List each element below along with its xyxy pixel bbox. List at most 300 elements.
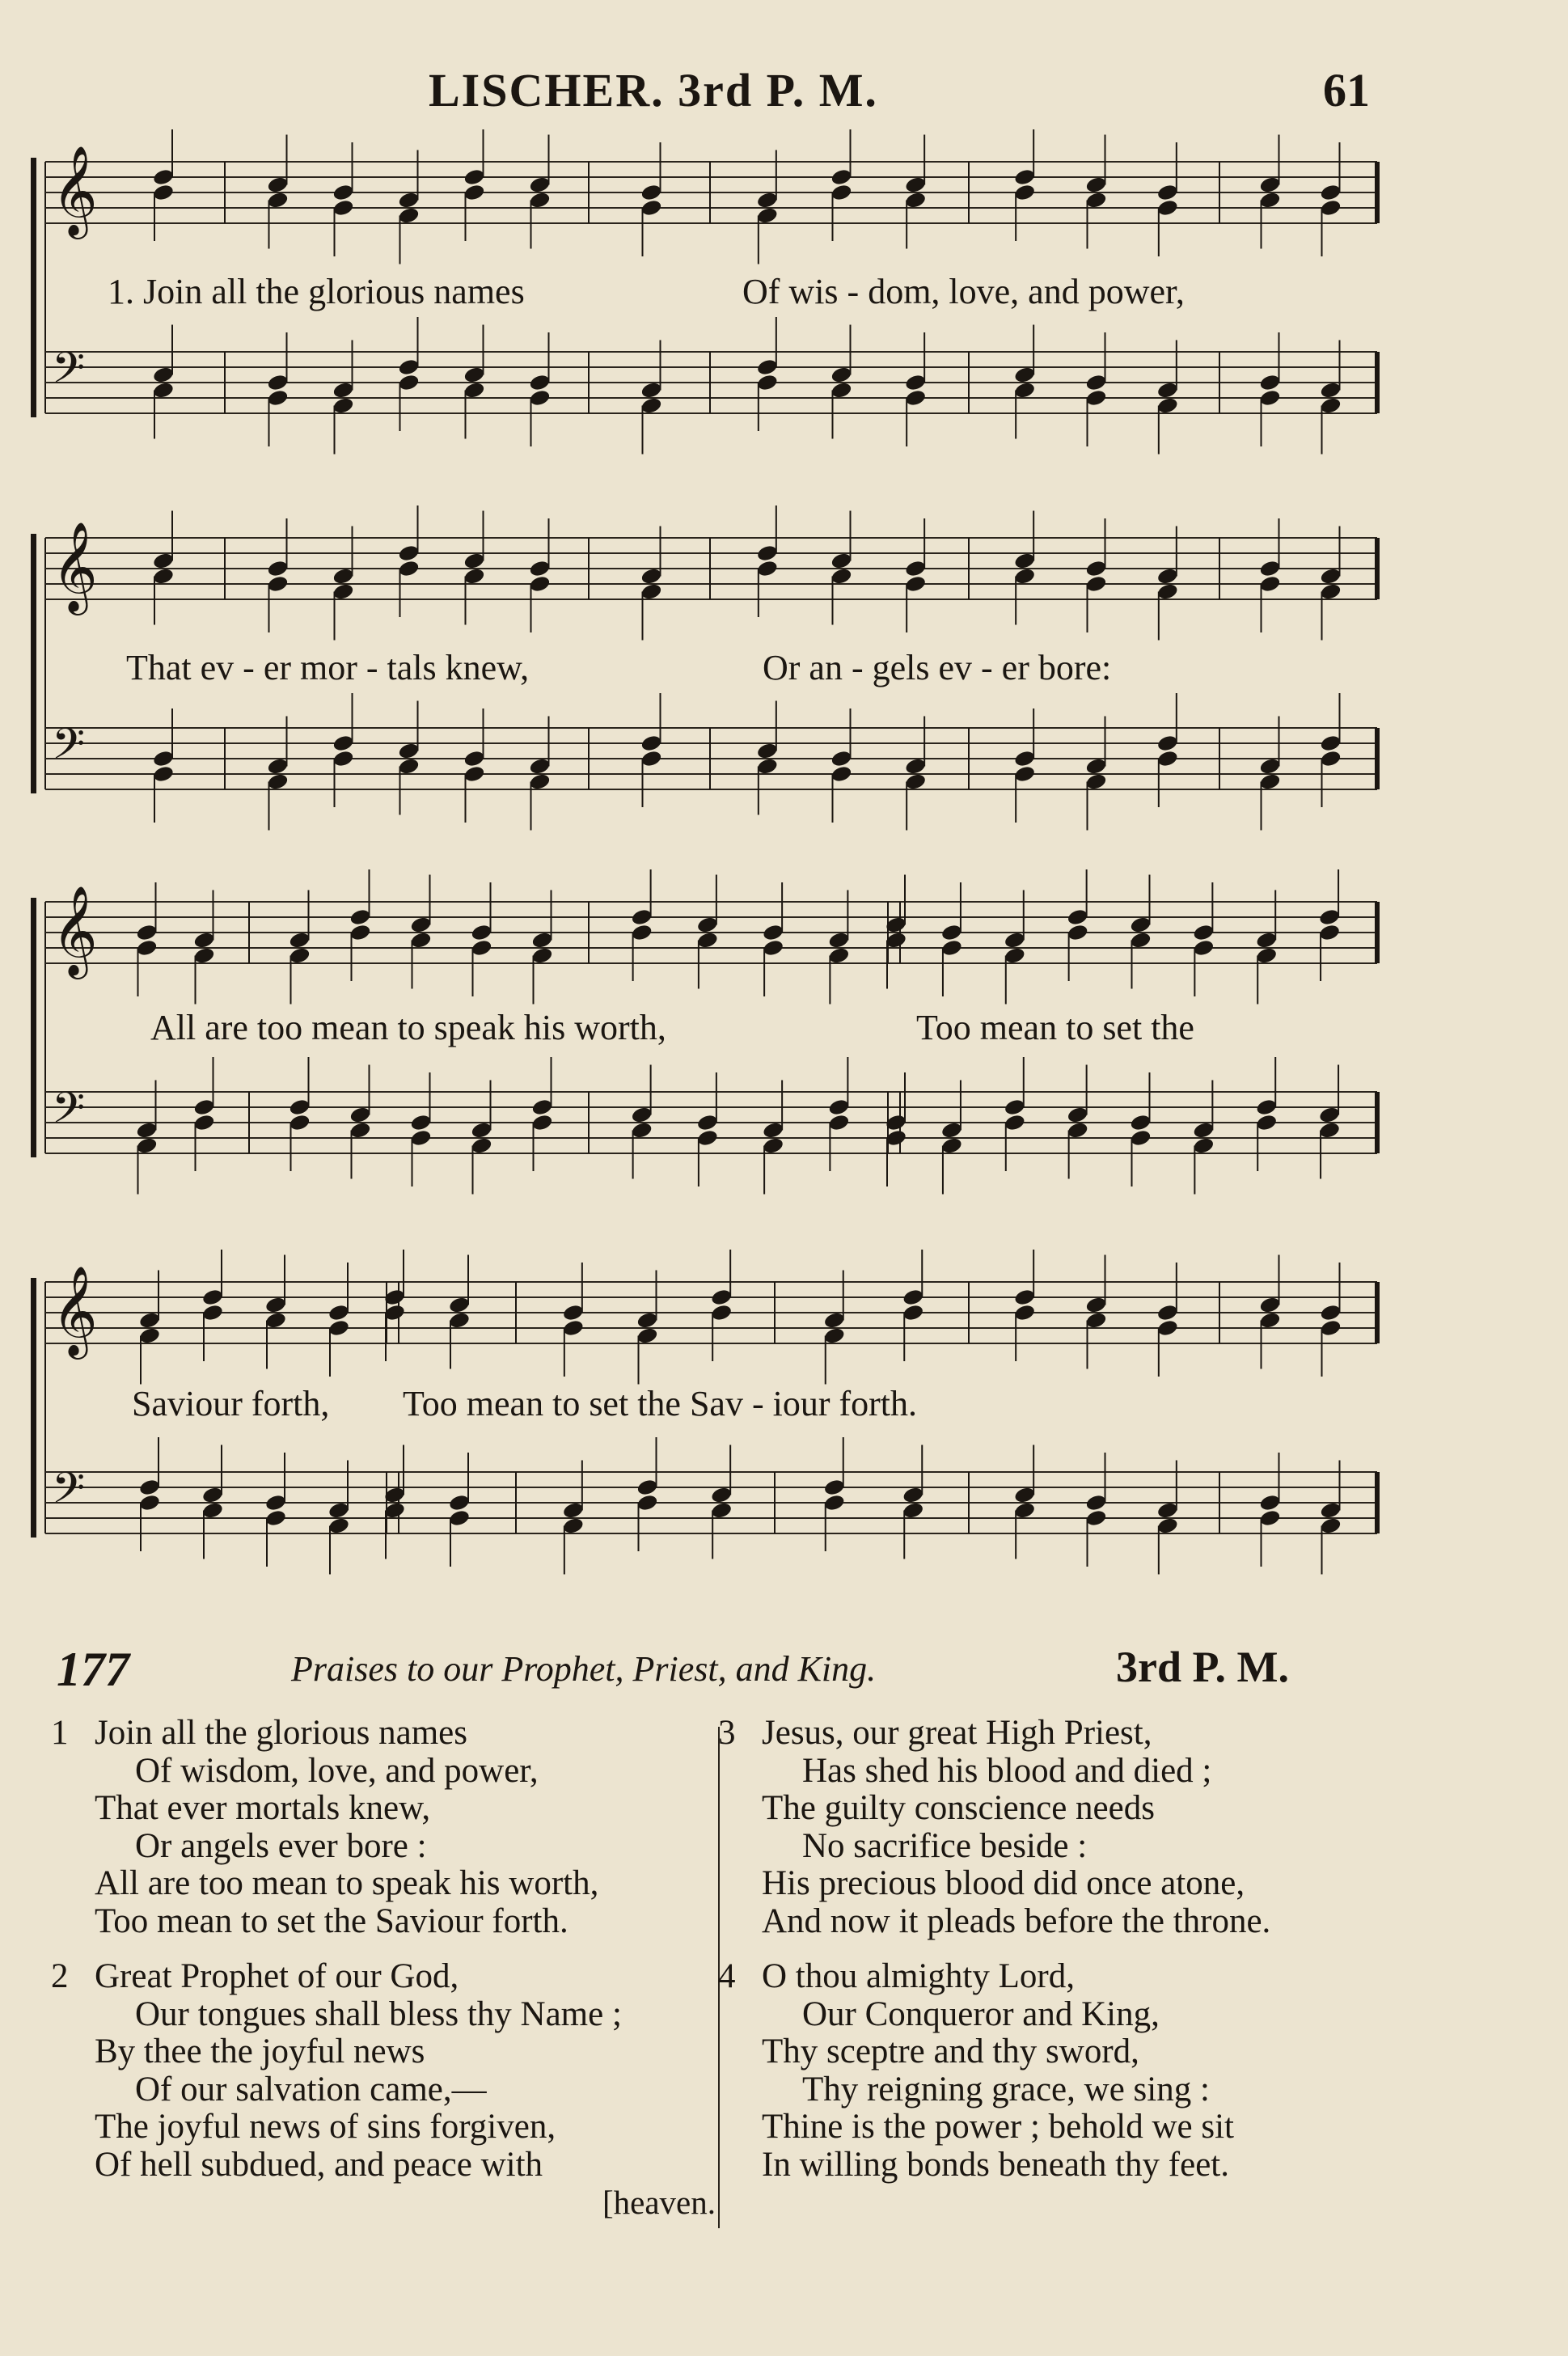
notehead [1067,907,1089,926]
verse-line-text: The guilty conscience needs [762,1789,1155,1827]
notehead [397,544,420,562]
notehead [562,1318,585,1337]
notehead [409,931,432,950]
music-system-2 [31,505,1385,873]
notehead [636,1478,658,1496]
notehead [631,907,653,926]
notehead [135,923,158,941]
verse-line [720,1715,1399,1753]
staff-pair [31,505,1385,873]
notehead [696,931,719,950]
notehead [530,1113,553,1131]
hymn-meter: 3rd P. M. [1116,1643,1289,1691]
notehead [288,1113,311,1131]
notehead [266,388,289,407]
notehead [1319,1501,1342,1520]
notehead [463,167,485,186]
verse-line [720,2033,1399,2071]
notehead [530,931,553,950]
verse-line [720,1958,1399,1996]
music-system-4 [31,1250,1385,1618]
notehead [1129,931,1152,950]
notehead [1318,1106,1341,1124]
verse-line [720,2071,1399,2109]
notehead [1156,1501,1179,1520]
notehead [1013,764,1036,783]
notehead [940,1121,963,1140]
notehead [710,1486,733,1504]
notehead [830,366,852,384]
hymn-verses [0,1715,1568,2240]
notehead [264,1508,287,1527]
notehead [152,366,175,384]
notehead [1258,191,1281,209]
notehead [266,373,289,391]
notehead [1258,757,1281,776]
notehead [636,1311,658,1330]
notehead [528,176,551,194]
notehead [1258,388,1281,407]
notehead [827,931,850,950]
music-system-1 [31,129,1385,497]
notehead [448,1493,471,1512]
notehead [1156,734,1179,752]
notehead [328,1516,350,1535]
notehead [1084,574,1107,593]
notehead [192,931,215,950]
notehead [266,176,289,194]
notehead [328,1318,350,1337]
turnover-word: [heaven. [602,2184,716,2221]
notehead [288,931,311,950]
stanza-number: 2 [51,1957,69,1995]
bass-clef-icon: 𝄢 [52,344,86,404]
notehead [1084,373,1107,391]
notehead [904,757,927,776]
staff-pair [31,129,1385,497]
notehead [264,1311,287,1330]
notehead [1067,1106,1089,1124]
staff-pair [31,1250,1385,1618]
verse-line [53,1715,716,1753]
notehead [328,1501,350,1520]
notehead [1258,574,1281,593]
notehead [827,1113,850,1131]
notehead [152,567,175,586]
notehead [152,167,175,186]
notehead [904,772,927,791]
page-header [0,63,1568,128]
notehead [1084,1508,1107,1527]
notehead [756,206,779,225]
notehead [1319,396,1342,415]
notehead [201,1501,224,1520]
notehead [152,764,175,783]
notehead [1013,366,1036,384]
notehead [152,183,175,201]
lyric-line-4a: Saviour forth, [132,1384,330,1423]
notehead [1013,567,1036,586]
notehead [1013,1303,1036,1322]
notehead [756,544,779,562]
notehead [1067,1121,1089,1140]
notehead [823,1311,846,1330]
notehead [1156,1318,1179,1337]
notehead [448,1508,471,1527]
notehead [1255,946,1278,965]
bass-clef-icon: 𝄢 [52,1464,86,1524]
verse-line [720,2109,1399,2147]
notehead [830,381,852,400]
notehead [1258,772,1281,791]
notehead [823,1326,846,1345]
notehead [1084,388,1107,407]
verse-line-text: Our Conqueror and King, [802,1994,1160,2033]
notehead [138,1311,161,1330]
notehead [1084,1296,1107,1314]
notehead [1319,1516,1342,1535]
notehead [448,1296,471,1314]
verse-line [720,2147,1399,2185]
notehead [152,552,175,570]
verse-line-text: His precious blood did once atone, [762,1864,1245,1902]
notehead [696,1113,719,1131]
notehead [1013,749,1036,768]
system-bracket [31,158,36,417]
verse-line-text: Of our salvation came,— [135,2070,487,2109]
notehead [349,1106,371,1124]
system-bracket [31,1278,36,1538]
notehead [902,1288,924,1306]
hymn-heading [49,1642,1342,1698]
notehead [1156,381,1179,400]
notehead [1129,1128,1152,1147]
notehead [562,1303,585,1322]
notehead [756,191,779,209]
notehead [1013,1501,1036,1520]
verse-line [53,1790,716,1828]
verse-line-text: Great Prophet of our God, [95,1957,459,1995]
notehead [640,183,662,201]
notehead [696,1128,719,1147]
notehead [1084,559,1107,577]
notehead [1258,559,1281,577]
notehead [152,381,175,400]
verse-line-text: By thee the joyful news [95,2032,425,2070]
notehead [640,749,662,768]
notehead [1156,1303,1179,1322]
notehead [1319,1303,1342,1322]
verse-line-text: Our tongues shall bless thy Name ; [135,1994,622,2033]
notehead [138,1478,161,1496]
lyric-line-1b: Of wis - dom, love, and power, [742,272,1185,311]
notehead [463,567,485,586]
notehead [192,1113,215,1131]
verse-line-text: Join all the glorious names [95,1714,467,1752]
verse-line-text: The joyful news of sins forgiven, [95,2108,556,2146]
notehead [332,734,354,752]
notehead [1156,749,1179,768]
notehead [762,923,784,941]
notehead [902,1486,924,1504]
notehead [762,1136,784,1155]
notehead [201,1486,224,1504]
page-number: 61 [1323,64,1370,116]
notehead [470,938,492,957]
notehead [264,1493,287,1512]
notehead [1192,1136,1215,1155]
verse-line-text: Thine is the power ; behold we sit [762,2108,1234,2146]
notehead [904,559,927,577]
notehead [1129,1113,1152,1131]
verse-line [53,1903,716,1941]
notehead [332,567,354,586]
verse-line [720,1790,1399,1828]
stanza-number: 1 [51,1714,69,1752]
notehead [710,1501,733,1520]
verse-line [53,2109,716,2147]
verse-line [720,1753,1399,1791]
notehead [349,923,371,941]
hymn-number: 177 [57,1643,129,1696]
system-bracket [31,534,36,793]
notehead [1258,1493,1281,1512]
notehead [710,1303,733,1322]
treble-clef-icon: 𝄞 [52,521,98,611]
notehead [830,167,852,186]
notehead [470,1121,492,1140]
verse-line-text: Too mean to set the Saviour forth. [95,1901,568,1940]
notehead [463,366,485,384]
notehead [1255,1098,1278,1116]
notehead [266,574,289,593]
notehead [756,559,779,577]
lyric-line-2b: Or an - gels ev - er bore: [763,648,1112,687]
notehead [463,749,485,768]
verse-line-text: In willing bonds beneath thy feet. [762,2145,1229,2184]
verse-line [53,1958,716,1996]
notehead [266,191,289,209]
notehead [902,1303,924,1322]
notehead [328,1303,350,1322]
verse-column-left [53,1715,716,2239]
notehead [288,946,311,965]
notehead [830,552,852,570]
notehead [1084,757,1107,776]
notehead [1258,373,1281,391]
notehead [762,938,784,957]
notehead [470,923,492,941]
notehead [1319,1318,1342,1337]
verse-line-text: Thy reigning grace, we sing : [802,2070,1210,2109]
notehead [1004,1113,1026,1131]
verse-line-text: That ever mortals knew, [95,1789,431,1827]
verse-line-text: Thy sceptre and thy sword, [762,2032,1139,2070]
notehead [1084,1493,1107,1512]
notehead [135,1136,158,1155]
verse-line [53,2147,716,2185]
notehead [528,559,551,577]
notehead [1013,167,1036,186]
notehead [409,1128,432,1147]
staff-pair [31,869,1385,1237]
notehead [1255,931,1278,950]
notehead [640,381,662,400]
notehead [1318,1121,1341,1140]
notehead [528,772,551,791]
notehead [902,1501,924,1520]
notehead [463,764,485,783]
verse-line [720,1828,1399,1866]
notehead [288,1098,311,1116]
notehead [332,582,354,601]
notehead [562,1516,585,1535]
verse-line-text: Jesus, our great High Priest, [762,1714,1152,1752]
stanza-number: 3 [718,1714,736,1752]
notehead [266,772,289,791]
notehead [138,1326,161,1345]
verse-line [720,1996,1399,2034]
verse-line [720,1865,1399,1903]
notehead [904,176,927,194]
notehead [940,923,963,941]
notehead [904,574,927,593]
treble-clef-icon: 𝄞 [52,1265,98,1356]
notehead [1129,916,1152,934]
notehead [409,916,432,934]
notehead [1319,183,1342,201]
notehead [530,1098,553,1116]
notehead [756,373,779,391]
notehead [409,1113,432,1131]
notehead [1156,1516,1179,1535]
notehead [904,373,927,391]
notehead [332,396,354,415]
notehead [332,381,354,400]
notehead [135,938,158,957]
notehead [1084,176,1107,194]
lyric-line-4b: Too mean to set the Sav - iour forth. [403,1384,918,1423]
notehead [830,183,852,201]
notehead [1258,1296,1281,1314]
notehead [530,946,553,965]
notehead [1318,907,1341,926]
notehead [710,1288,733,1306]
system-bracket [31,898,36,1157]
treble-clef-icon: 𝄞 [52,145,98,235]
notehead [1156,567,1179,586]
lyric-line-1a: 1. Join all the glorious names [108,272,525,311]
notehead [640,567,662,586]
verse-line [720,1903,1399,1941]
verse-line-text: All are too mean to speak his worth, [95,1864,599,1902]
notehead [1084,1311,1107,1330]
verse-line-text: No sacrifice beside : [802,1826,1088,1865]
notehead [636,1326,658,1345]
notehead [397,373,420,391]
notehead [528,373,551,391]
notehead [631,1121,653,1140]
notehead [192,946,215,965]
notehead [823,1478,846,1496]
notehead [397,742,420,760]
notehead [397,191,420,209]
notehead [1156,183,1179,201]
notehead [640,396,662,415]
notehead [397,206,420,225]
stanza [720,1715,1399,1940]
notehead [696,916,719,934]
notehead [528,388,551,407]
notehead [904,388,927,407]
verse-line [53,1828,716,1866]
notehead [756,742,779,760]
notehead [1013,183,1036,201]
stanza-number: 4 [718,1957,736,1995]
notehead [940,1136,963,1155]
verse-line-text: And now it pleads before the throne. [762,1901,1271,1940]
notehead [1004,931,1026,950]
verse-line [53,1996,716,2034]
bass-clef-icon: 𝄢 [52,1084,86,1144]
notehead [470,1136,492,1155]
notehead [192,1098,215,1116]
notehead [138,1493,161,1512]
notehead [762,1121,784,1140]
notehead [264,1296,287,1314]
notehead [463,552,485,570]
notehead [349,907,371,926]
notehead [1013,1486,1036,1504]
notehead [631,1106,653,1124]
notehead [1156,198,1179,217]
notehead [332,198,354,217]
notehead [830,749,852,768]
notehead [448,1311,471,1330]
verse-line-text: O thou almighty Lord, [762,1957,1075,1995]
notehead [823,1493,846,1512]
notehead [349,1121,371,1140]
notehead [640,734,662,752]
stanza [53,1715,716,1940]
notehead [1156,396,1179,415]
verse-line [53,1753,716,1791]
notehead [640,582,662,601]
notehead [1319,567,1342,586]
notehead [528,191,551,209]
notehead [397,757,420,776]
notehead [1319,749,1342,768]
notehead [266,559,289,577]
verse-column-right [720,1715,1399,2202]
notehead [562,1501,585,1520]
notehead [827,946,850,965]
notehead [332,183,354,201]
notehead [397,559,420,577]
notehead [1319,381,1342,400]
notehead [1255,1113,1278,1131]
verse-line [53,1865,716,1903]
verse-line-text: Has shed his blood and died ; [802,1751,1212,1790]
verse-line-text: Of wisdom, love, and power, [135,1751,539,1790]
notehead [756,757,779,776]
lyric-line-3a: All are too mean to speak his worth, [150,1008,666,1047]
notehead [1192,1121,1215,1140]
notehead [1004,1098,1026,1116]
notehead [827,1098,850,1116]
notehead [631,923,653,941]
notehead [756,357,779,376]
